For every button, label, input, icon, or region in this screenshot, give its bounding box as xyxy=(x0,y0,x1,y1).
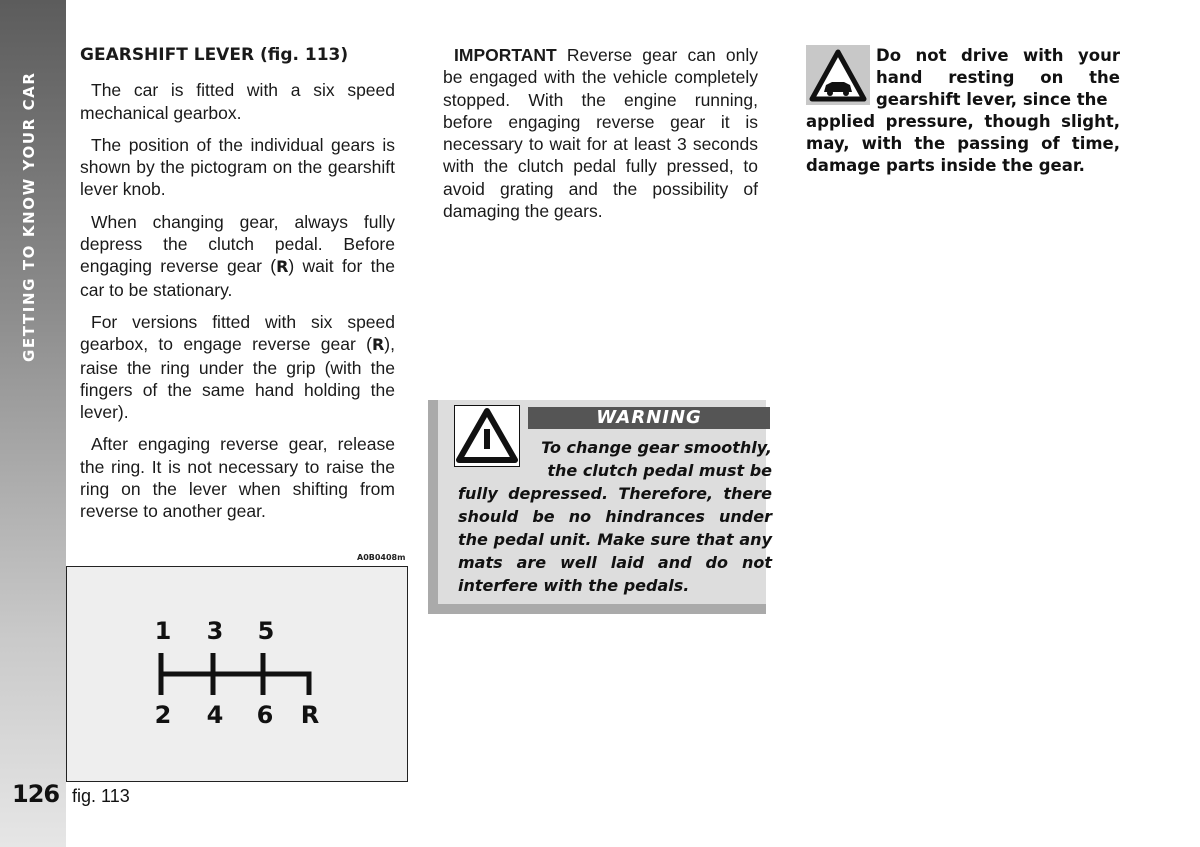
figure-caption: fig. 113 xyxy=(72,786,130,806)
page-number: 126 xyxy=(12,780,60,808)
warning-box xyxy=(428,400,772,614)
gear-label: 1 xyxy=(154,617,172,645)
important-label: IMPORTANT xyxy=(454,45,557,65)
paragraph: After engaging reverse gear, release the ring. It is not necessary to raise the ring on the lever when shifting from reverse to another gear. xyxy=(80,434,395,522)
figure-code: A0B0408m xyxy=(357,553,406,562)
important-paragraph: IMPORTANT Reverse gear can only be engaged with the vehicle completely stopped. With the engine running, before engaging reverse gear it is necessary to wait for at least 3 seconds with the clutch pedal fully pressed, to avoid grating and the possibility of damaging the gears. xyxy=(443,45,758,222)
reverse-symbol: R xyxy=(276,257,289,277)
paragraph: When changing gear, always fully depress the clutch pedal. Before engaging reverse gear (R) wait for the car to be stationary. xyxy=(80,211,395,300)
warning-label: WARNING xyxy=(528,407,770,429)
reverse-symbol: R xyxy=(371,335,385,355)
gear-label: R xyxy=(300,701,320,729)
gear-label: 3 xyxy=(206,617,224,645)
warning-text: To change gear smoothly, the clutch pedal must be fully depressed. Therefore, there should be no hindrances under the pedal unit. Make sure that any mats are well laid and do not interfere with the pedals. xyxy=(458,438,772,595)
paragraph: The car is fitted with a six speed mechanical gearbox. xyxy=(80,80,395,123)
paragraph: The position of the individual gears is shown by the pictogram on the gearshift lever knob. xyxy=(80,134,395,200)
column-gearshift xyxy=(80,44,395,533)
sidebar xyxy=(0,0,66,847)
gear-label: 2 xyxy=(154,701,172,729)
section-heading: GEARSHIFT LEVER (fig. 113) xyxy=(80,45,349,65)
gear-label: 6 xyxy=(256,701,274,729)
column-important xyxy=(443,44,758,232)
paragraph: For versions fitted with six speed gearbox, to engage reverse gear (R), raise the ring under the grip (with the fingers of the same hand holding the lever). xyxy=(80,311,395,423)
section-title: GETTING TO KNOW YOUR CAR xyxy=(20,71,38,362)
gear-pattern-diagram xyxy=(67,567,409,783)
gear-label: 4 xyxy=(206,701,224,729)
gearshift-pattern-figure xyxy=(66,566,408,782)
gear-label: 5 xyxy=(257,617,275,645)
caution-text: Do not drive with your hand resting on the gearshift lever, since the applied pressure, though slight, may, with the passing of time, damage parts inside the gear. xyxy=(806,46,1120,175)
